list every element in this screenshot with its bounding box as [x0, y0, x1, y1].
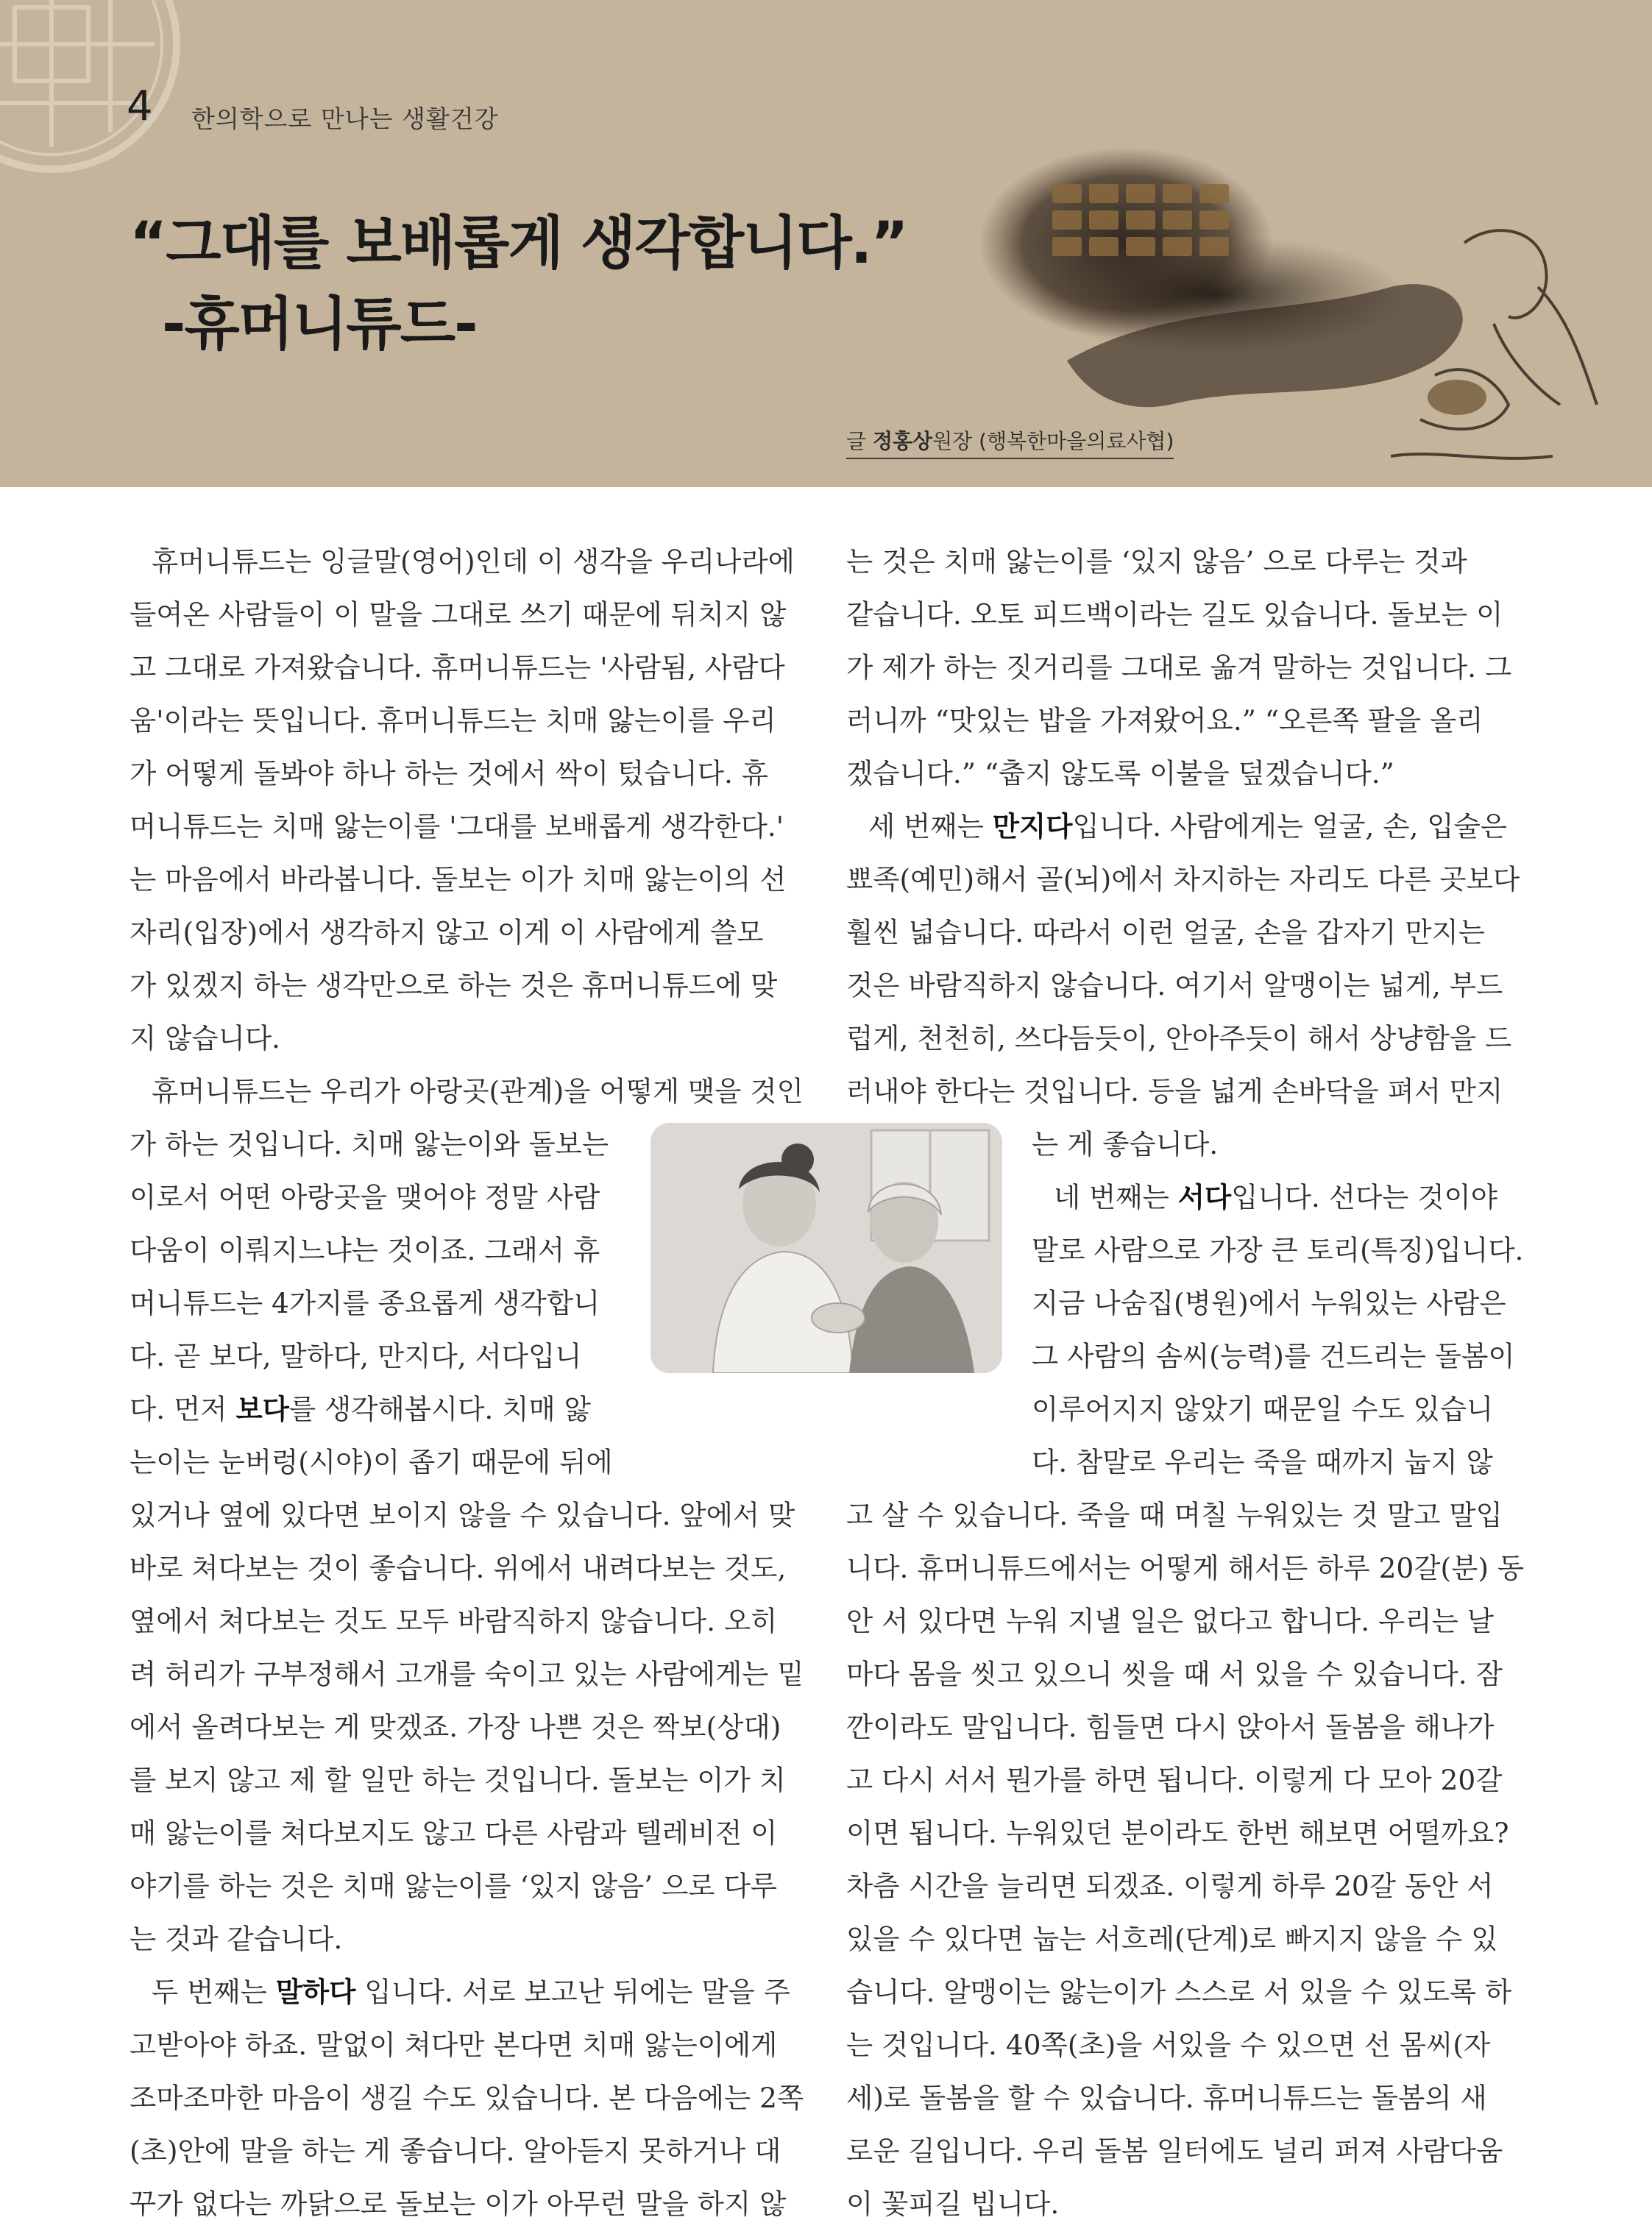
- text-line: [130, 2072, 804, 2124]
- text-segment: 입니다. 사람에게는 얼굴, 손, 입술은: [1072, 810, 1508, 843]
- text-segment: 이루어지지 않았기 때문일 수도 있습니: [1032, 1393, 1494, 1425]
- text-segment: 마다 몸을 씻고 있으니 씻을 때 서 있을 수 있습니다. 잠: [846, 1658, 1503, 1690]
- text-line: [130, 854, 786, 905]
- caregiver-illustration: [650, 1123, 1002, 1373]
- text-line: [130, 1277, 600, 1329]
- text-segment: 로운 길입니다. 우리 돌봄 일터에도 널리 퍼져 사람다움: [846, 2135, 1503, 2167]
- text-segment: 들여온 사람들이 이 말을 그대로 쓰기 때문에 뒤치지 않: [130, 598, 787, 631]
- text-segment: 네 번째는: [1054, 1181, 1178, 1213]
- text-line: [130, 1383, 591, 1435]
- text-line: [846, 2178, 1059, 2230]
- text-segment: 지금 나숨집(병원)에서 누워있는 사람은: [1032, 1287, 1506, 1319]
- text-line: [846, 1065, 1503, 1117]
- text-line: [130, 1595, 777, 1647]
- author-name: 정홍상: [872, 429, 933, 453]
- text-segment: 안 서 있다면 누워 지낼 일은 없다고 합니다. 우리는 날: [846, 1605, 1494, 1637]
- text-segment: 고받아야 하죠. 말없이 쳐다만 본다면 치매 앓는이에게: [130, 2029, 778, 2061]
- text-segment: 꾸가 없다는 까닭으로 돌보는 이가 아무런 말을 하지 않: [130, 2188, 787, 2220]
- text-line: [130, 1648, 804, 1700]
- text-line: [130, 536, 795, 587]
- text-line: [130, 1542, 786, 1594]
- text-segment: 를 보지 않고 제 할 일만 하는 것입니다. 돌보는 이가 치: [130, 1764, 786, 1796]
- text-segment: 고 그대로 가져왔습니다. 휴머니튜드는 '사람됨, 사람다: [130, 651, 785, 684]
- text-segment: 에서 올려다보는 게 맞겠죠. 가장 나쁜 것은 짝보(상대): [130, 1711, 781, 1743]
- text-line: [846, 1701, 1494, 1753]
- text-segment: 러니까 “맛있는 밥을 가져왔어요.” “오른쪽 팔을 올리: [846, 704, 1483, 737]
- text-line: [846, 1913, 1497, 1965]
- text-line: [846, 854, 1520, 905]
- text-line: [130, 1701, 781, 1753]
- text-segment: 훨씬 넓습니다. 따라서 이런 얼굴, 손을 갑자기 만지는: [846, 916, 1486, 948]
- text-line: [130, 1013, 280, 1064]
- text-line: [130, 748, 768, 799]
- text-segment: 지 않습니다.: [130, 1022, 280, 1054]
- text-segment: 습니다. 알맹이는 앓는이가 스스로 서 있을 수 있도록 하: [846, 1976, 1512, 2008]
- text-segment: 입니다. 서로 보고난 뒤에는 말을 주: [355, 1976, 791, 2008]
- text-line: [846, 589, 1503, 640]
- text-segment: 이 꽃피길 빕니다.: [846, 2188, 1060, 2220]
- text-segment: 옆에서 쳐다보는 것도 모두 바람직하지 않습니다. 오히: [130, 1605, 778, 1637]
- text-line: [846, 695, 1483, 746]
- text-line: [130, 801, 784, 852]
- text-line: [846, 1542, 1524, 1594]
- text-line: [130, 1436, 613, 1488]
- caregiver-illustration-icon: [650, 1123, 1002, 1373]
- text-line: [846, 2125, 1503, 2177]
- text-segment: 고 살 수 있습니다. 죽을 때 며칠 누워있는 것 말고 말입: [846, 1499, 1503, 1531]
- text-line: [846, 1860, 1494, 1912]
- text-segment: 있거나 옆에 있다면 보이지 않을 수 있습니다. 앞에서 맞: [130, 1499, 795, 1531]
- text-segment: 는 마음에서 바라봅니다. 돌보는 이가 치매 앓는이의 선: [130, 863, 787, 896]
- text-line: [846, 1966, 1511, 2018]
- text-line: [130, 1171, 600, 1223]
- text-segment: 가 하는 것입니다. 치매 앓는이와 돌보는: [130, 1128, 609, 1160]
- text-segment: 자리(입장)에서 생각하지 않고 이게 이 사람에게 쓸모: [130, 916, 764, 948]
- text-segment: 조마조마한 마음이 생길 수도 있습니다. 본 다음에는 2쪽: [130, 2082, 804, 2114]
- text-segment: 휴머니튜드는 우리가 아랑곳(관계)을 어떻게 맺을 것인: [152, 1075, 804, 1107]
- emphasis-term: 서다: [1177, 1181, 1232, 1213]
- text-segment: 다. 곧 보다, 말하다, 만지다, 서다입니: [130, 1340, 582, 1372]
- text-line: [130, 960, 777, 1011]
- text-segment: 두 번째는: [152, 1976, 276, 2008]
- text-line: [130, 1118, 609, 1170]
- text-segment: 같습니다. 오토 피드백이라는 길도 있습니다. 돌보는 이: [846, 598, 1503, 631]
- text-segment: 것은 바람직하지 않습니다. 여기서 알맹이는 넓게, 부드: [846, 969, 1503, 1001]
- text-segment: 움'이라는 뜻입니다. 휴머니튜드는 치매 앓는이를 우리: [130, 704, 776, 737]
- text-segment: 깐이라도 말입니다. 힘들면 다시 앉아서 돌봄을 해나가: [846, 1711, 1495, 1743]
- text-segment: 가 어떻게 돌봐야 하나 하는 것에서 싹이 텄습니다. 휴: [130, 757, 769, 790]
- text-segment: 매 앓는이를 쳐다보지도 않고 다른 사람과 텔레비전 이: [130, 1817, 778, 1849]
- text-line: [130, 2019, 777, 2071]
- text-line: [846, 1383, 1493, 1435]
- byline-prefix: 글: [846, 429, 873, 453]
- text-line: [130, 695, 776, 746]
- text-line: [846, 1489, 1503, 1541]
- text-line: [846, 2072, 1487, 2124]
- text-line: [130, 1966, 790, 2018]
- text-segment: 차츰 시간을 늘리면 되겠죠. 이렇게 하루 20갈 동안 서: [846, 1870, 1494, 1902]
- text-segment: 세 번째는: [868, 810, 993, 843]
- text-segment: 겠습니다.” “춥지 않도록 이불을 덮겠습니다.”: [846, 757, 1394, 790]
- text-line: [130, 1913, 342, 1965]
- text-segment: 가 제가 하는 짓거리를 그대로 옮겨 말하는 것입니다. 그: [846, 651, 1512, 684]
- emphasis-term: 만지다: [992, 810, 1073, 843]
- article-title: “그대를 보배롭게 생각합니다.”: [130, 210, 907, 277]
- byline: [846, 425, 1174, 459]
- text-segment: 머니튜드는 치매 앓는이를 '그대를 보배롭게 생각한다.': [130, 810, 784, 843]
- text-segment: 려 허리가 구부정해서 고개를 숙이고 있는 사람에게는 밑: [130, 1658, 804, 1690]
- text-line: [130, 2125, 781, 2177]
- text-line: [130, 1754, 786, 1806]
- text-segment: 는이는 눈버렁(시야)이 좁기 때문에 뒤에: [130, 1446, 613, 1478]
- emphasis-term: 말하다: [275, 1976, 356, 2008]
- text-segment: 입니다. 선다는 것이야: [1231, 1181, 1497, 1213]
- text-line: [846, 1436, 1493, 1488]
- text-line: [130, 1330, 581, 1382]
- author-affiliation: 원장 (행복한마을의료사협): [932, 429, 1174, 453]
- text-line: [130, 907, 764, 958]
- text-line: [846, 1013, 1511, 1064]
- lattice-pattern-icon: [0, 0, 184, 177]
- text-segment: 가 있겠지 하는 생각만으로 하는 것은 휴머니튜드에 맞: [130, 969, 778, 1001]
- text-line: [130, 1860, 777, 1912]
- text-segment: 그 사람의 솜씨(능력)를 건드리는 돌봄이: [1032, 1340, 1515, 1372]
- text-line: [846, 2019, 1490, 2071]
- text-segment: 럽게, 천천히, 쓰다듬듯이, 안아주듯이 해서 상냥함을 드: [846, 1022, 1512, 1054]
- emphasis-term: 보다: [235, 1393, 289, 1425]
- text-line: [130, 1489, 795, 1541]
- text-line: [846, 907, 1485, 958]
- text-segment: 바로 쳐다보는 것이 좋습니다. 위에서 내려다보는 것도,: [130, 1552, 787, 1584]
- section-title: 한의학으로 만나는 생활건강: [191, 104, 499, 133]
- text-segment: 이면 됩니다. 누워있던 분이라도 한번 해보면 어떨까요?: [846, 1817, 1509, 1849]
- text-segment: 다. 참말로 우리는 죽을 때까지 눕지 않: [1032, 1446, 1493, 1478]
- text-segment: 다움이 이뤄지느냐는 것이죠. 그래서 휴: [130, 1234, 600, 1266]
- text-segment: 고 다시 서서 뭔가를 하면 됩니다. 이렇게 다 모아 20갈: [846, 1764, 1503, 1796]
- text-segment: (초)안에 말을 하는 게 좋습니다. 알아듣지 못하거나 대: [130, 2135, 781, 2167]
- text-segment: 니다. 휴머니튜드에서는 어떻게 해서든 하루 20갈(분) 동: [846, 1552, 1525, 1584]
- text-segment: 이로서 어떤 아랑곳을 맺어야 정말 사람: [130, 1181, 600, 1213]
- text-line: [846, 1754, 1502, 1806]
- text-segment: 휴머니튜드는 잉글말(영어)인데 이 생각을 우리나라에: [152, 545, 795, 578]
- header-band: [0, 0, 1652, 487]
- text-line: [130, 1065, 804, 1117]
- text-segment: 야기를 하는 것은 치매 앓는이를 ‘있지 않음’ 으로 다루: [130, 1870, 777, 1902]
- text-segment: 는 것은 치매 앓는이를 ‘있지 않음’ 으로 다루는 것과: [846, 545, 1467, 578]
- text-segment: 말로 사람으로 가장 큰 토리(특징)입니다.: [1032, 1234, 1524, 1266]
- text-line: [846, 801, 1507, 852]
- text-line: [846, 536, 1467, 587]
- text-line: [846, 1807, 1509, 1859]
- text-line: [846, 960, 1503, 1011]
- text-segment: 는 것입니다. 40쪽(초)을 서있을 수 있으면 선 몸씨(자: [846, 2029, 1491, 2061]
- article-subtitle: -휴머니튜드-: [162, 291, 477, 358]
- text-line: [130, 1807, 777, 1859]
- text-line: [846, 748, 1394, 799]
- text-line: [846, 642, 1511, 693]
- text-segment: 는 게 좋습니다.: [1032, 1128, 1219, 1160]
- text-line: [846, 1648, 1503, 1700]
- text-line: [130, 642, 785, 693]
- text-segment: 세)로 돌봄을 할 수 있습니다. 휴머니튜드는 돌봄의 새: [846, 2082, 1487, 2114]
- text-segment: 를 생각해봅시다. 치매 앓: [288, 1393, 591, 1425]
- text-line: [130, 589, 786, 640]
- text-line: [130, 2178, 786, 2230]
- text-segment: 뾰족(예민)해서 골(뇌)에서 차지하는 자리도 다른 곳보다: [846, 863, 1520, 896]
- text-line: [846, 1595, 1494, 1647]
- text-segment: 있을 수 있다면 눕는 서흐레(단계)로 빠지지 않을 수 있: [846, 1923, 1498, 1955]
- page-number: 4: [127, 82, 153, 130]
- text-line: [130, 1224, 600, 1276]
- text-segment: 다. 먼저: [130, 1393, 236, 1425]
- text-segment: 머니튜드는 4가지를 종요롭게 생각합니: [130, 1287, 600, 1319]
- text-segment: 는 것과 같습니다.: [130, 1923, 343, 1955]
- text-segment: 러내야 한다는 것입니다. 등을 넓게 손바닥을 펴서 만지: [846, 1075, 1503, 1107]
